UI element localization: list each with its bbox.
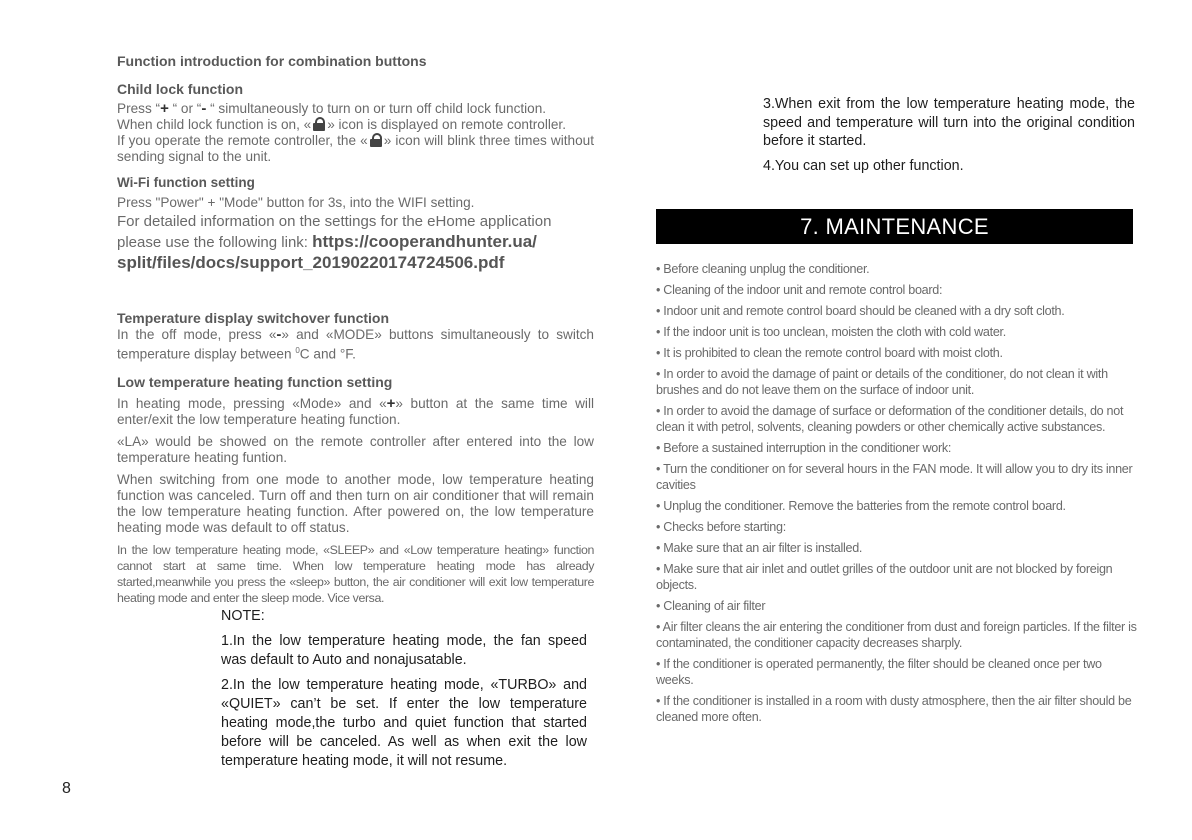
note-item-3: 3.When exit from the low temperature heating mode, the speed and temperature will turn into the original condition before it started. [763, 96, 1135, 149]
child-lock-line1b: “ or “ [168, 101, 202, 116]
page-number: 8 [62, 780, 71, 797]
low-temp-p3: When switching from one mode to another mode, low temperature heating function was canceled. Turn off and then turn on air conditioner that will remain the low temperature heating function. After powered on, the low temperature heating mode was default to off status. [117, 471, 594, 535]
maintenance-item: • In order to avoid the damage of surface or deformation of the conditioner details, do not clean it with petrol, solvents, cleaning powders or other chemically active substances. [656, 404, 1124, 434]
maintenance-item: • If the conditioner is installed in a room with dusty atmosphere, then the air filter should be cleaned more often. [656, 694, 1132, 724]
note-item-2: 2.In the low temperature heating mode, «TURBO» and «QUIET» can’t be set. If enter the low temperature heating mode,the turbo and quiet function that started before will be canceled. As well as when exit the low temperature heating mode, it will not resume. [221, 677, 587, 769]
maintenance-item: • It is prohibited to clean the remote control board with moist cloth. [656, 346, 1003, 360]
maintenance-item: • Before a sustained interruption in the conditioner work: [656, 441, 952, 455]
note-continued [763, 95, 1135, 175]
maintenance-item: • Unplug the conditioner. Remove the batteries from the remote control board. [656, 499, 1066, 513]
temp-display-t1: In the off mode, press « [117, 327, 277, 342]
child-lock-line1c: “ simultaneously to turn on or turn off child lock function. [206, 101, 547, 116]
degree-sup: 0 [295, 346, 300, 355]
temp-display-t2: » and «MODE» buttons simultaneously to switch temperature display between [117, 327, 594, 362]
section-title: Function introduction for combination buttons [117, 53, 427, 69]
maintenance-item: • If the conditioner is operated permanently, the filter should be cleaned once per two weeks. [656, 657, 1102, 687]
note-item-1: 1.In the low temperature heating mode, the fan speed was default to Auto and nonajusatable. [221, 633, 587, 668]
low-temp-p1a: In heating mode, pressing «Mode» and « [117, 395, 387, 411]
maintenance-item: • Indoor unit and remote control board should be cleaned with a dry soft cloth. [656, 304, 1065, 318]
note-item-4: 4.You can set up other function. [763, 157, 964, 174]
note-title: NOTE: [221, 608, 265, 624]
temp-display-t3: C and °F. [299, 346, 356, 362]
child-lock-text [117, 101, 594, 165]
maintenance-list [656, 261, 1138, 730]
wifi-line2: For detailed information on the settings for the eHome application please use the following link: [117, 213, 552, 251]
maintenance-item: • Cleaning of air filter [656, 599, 766, 613]
child-lock-heading: Child lock function [117, 81, 243, 97]
maintenance-item: • Air filter cleans the air entering the conditioner from dust and foreign particles. If the filter is contaminated, the conditioner capacity decreases sharply. [656, 620, 1137, 650]
low-temp-heading: Low temperature heating function setting [117, 373, 393, 390]
wifi-info [117, 212, 594, 274]
plus-symbol: + [386, 394, 396, 412]
maintenance-item: • Checks before starting: [656, 520, 786, 534]
wifi-heading: Wi-Fi function setting [117, 175, 255, 190]
maintenance-item: • Before cleaning unplug the conditioner. [656, 262, 870, 276]
lock-icon [370, 133, 382, 147]
child-lock-line2b: » icon is displayed on remote controller. [327, 117, 566, 132]
temp-display-text [117, 327, 594, 363]
right-column [656, 95, 1134, 181]
maintenance-item: • If the indoor unit is too unclean, moisten the cloth with cold water. [656, 325, 1006, 339]
low-temp-p4: In the low temperature heating mode, «SLEEP» and «Low temperature heating» function cannot start at same time. When low temperature heating mode has already started,meanwhile you press the «sleep» button, the air conditioner will exit low temperature heating mode and enter the sleep mode. Vice versa. [117, 542, 594, 605]
left-column [117, 53, 594, 606]
maintenance-banner: 7. MAINTENANCE [656, 209, 1133, 244]
lock-icon [313, 117, 325, 131]
child-lock-line1a: Press “ [117, 101, 161, 116]
minus-symbol: - [276, 326, 282, 343]
low-temp-p2: «LA» would be showed on the remote controller after entered into the low temperature heating funtion. [117, 433, 594, 465]
temp-display-heading: Temperature display switchover function [117, 310, 390, 326]
maintenance-item: • In order to avoid the damage of paint or details of the conditioner, do not clean it with brushes and do not leave them on the surface of indoor unit. [656, 367, 1108, 397]
plus-symbol: + [160, 100, 169, 117]
maintenance-item: • Turn the conditioner on for several hours in the FAN mode. It will allow you to dry its inner cavities [656, 462, 1133, 492]
wifi-line1: Press "Power" + "Mode" button for 3s, into the WIFI setting. [117, 195, 475, 210]
maintenance-item: • Make sure that air inlet and outlet grilles of the outdoor unit are not blocked by foreign objects. [656, 562, 1113, 592]
child-lock-line3a: If you operate the remote controller, the « [117, 133, 368, 148]
low-temp-p1b: » button at the same time will enter/exit the low temperature heating function. [117, 395, 594, 427]
note-box [221, 607, 587, 777]
child-lock-line3b: » icon will blink three times without sending signal to the unit. [117, 133, 594, 164]
minus-symbol: - [201, 100, 207, 117]
maintenance-item: • Cleaning of the indoor unit and remote control board: [656, 283, 943, 297]
low-temp-p1 [117, 396, 594, 428]
support-link[interactable]: https://cooperandhunter.ua/ split/files/docs/support_20190220174724506.pdf [117, 232, 537, 272]
maintenance-item: • Make sure that an air filter is installed. [656, 541, 863, 555]
child-lock-line2a: When child lock function is on, « [117, 117, 312, 132]
